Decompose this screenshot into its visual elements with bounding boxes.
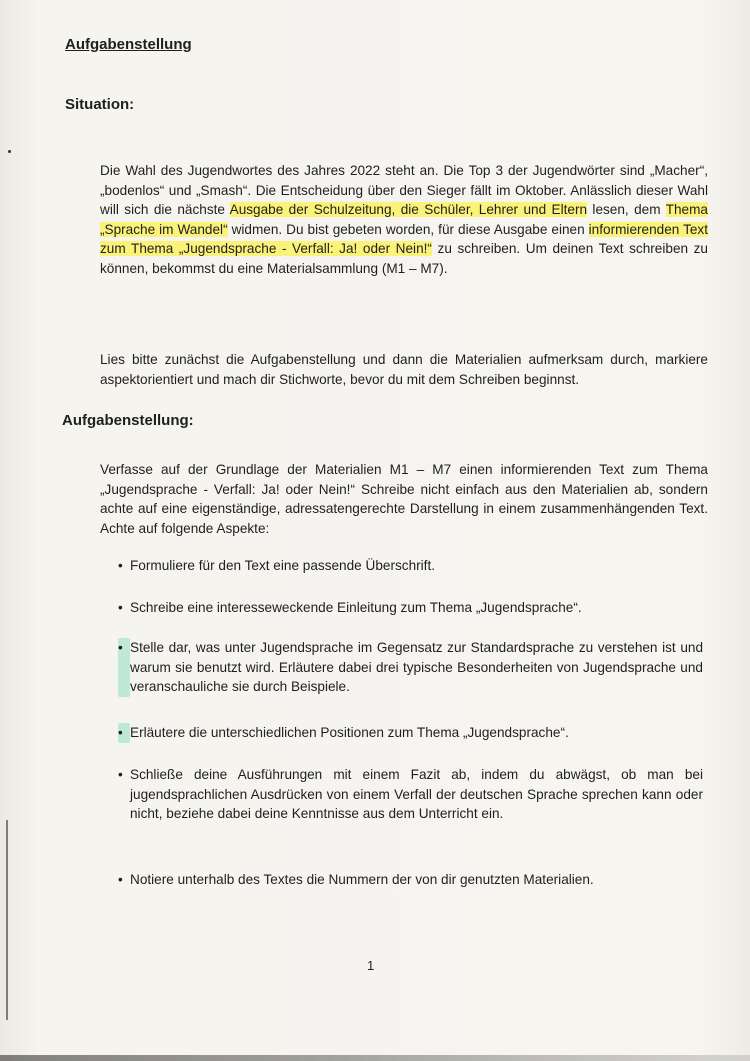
bullet-icon: •: [118, 558, 123, 573]
page-number: 1: [367, 958, 375, 973]
bullet-icon: •: [118, 872, 123, 887]
task-heading: Aufgabenstellung:: [62, 412, 194, 429]
highlight-thema: Thema „Sprache im Wandel“: [100, 202, 708, 237]
bullet-text: Formuliere für den Text eine passende Überschrift.: [130, 558, 436, 573]
list-item: [118, 638, 703, 697]
list-item: [118, 723, 703, 743]
list-item: [118, 556, 703, 576]
bullet-icon: •: [118, 638, 130, 697]
situation-text-3: widmen. Du bist gebeten worden, für diese Ausgabe einen: [227, 221, 589, 237]
situation-heading: Situation:: [65, 96, 135, 113]
highlight-schulzeitung: Ausgabe der Schulzeitung, die Schüler, Lehrer und Eltern: [229, 202, 588, 217]
bullet-text: Notiere unterhalb des Textes die Nummern der von dir genutzten Materialien.: [130, 872, 594, 887]
situation-paragraph: [100, 161, 708, 278]
bullet-icon: •: [118, 600, 123, 615]
highlight-informierender-text: informierenden Text zum Thema „Jugendsprache - Verfall: Ja! oder Nein!“: [100, 221, 709, 256]
task-intro: Verfasse auf der Grundlage der Materialien M1 – M7 einen informierenden Text zum Thema „Jugendsprache - Verfall: Ja! oder Nein!“ Schreibe nicht einfach aus den Materialien ab, sondern achte auf eine eigenständige, adressatengerechte Darstellung in einem zusammenhängenden Text. Achte auf folgende Aspekte:: [100, 462, 708, 536]
bullet-text: Schreibe eine interesseweckende Einleitung zum Thema „Jugendsprache“.: [130, 600, 582, 615]
bullet-icon: •: [118, 767, 123, 782]
bullet-icon: •: [118, 723, 130, 743]
bullet-text: Stelle dar, was unter Jugendsprache im Gegensatz zur Standardsprache zu verstehen ist und warum sie benutzt wird. Erläutere dabei drei typische Besonderheiten von Jugendsprache und veranschauliche sie durch Beispiele.: [130, 640, 703, 694]
bullet-text: Erläutere die unterschiedlichen Positionen zum Thema „Jugendsprache“.: [130, 725, 569, 740]
situation-text-4: zu schreiben. Um deinen Text schreiben zu können, bekommst du eine Materialsammlung (M1 – M7).: [100, 241, 708, 276]
situation-text-2: lesen, dem: [587, 202, 666, 217]
scan-edge-mark: [6, 820, 8, 1020]
list-item: [118, 765, 703, 824]
scan-dot: [8, 150, 11, 153]
reading-instruction: Lies bitte zunächst die Aufgabenstellung und dann die Materialien aufmerksam durch, markiere aspektorientiert und mach dir Stichworte, bevor du mit dem Schreiben beginnst.: [100, 352, 708, 387]
scan-bottom-edge: [0, 1055, 750, 1061]
situation-text-1: Die Wahl des Jugendwortes des Jahres 2022 steht an. Die Top 3 der Jugendwörter sind „Macher“, „bodenlos“ und „Smash“. Die Entscheidung über den Sieger fällt im Oktober. Anlässlich dieser Wahl will sich die nächste: [100, 163, 708, 217]
list-item: [118, 598, 703, 618]
list-item: [118, 870, 703, 890]
top-heading: Aufgabenstellung: [65, 36, 192, 53]
bullet-text: Schließe deine Ausführungen mit einem Fazit ab, indem du abwägst, ob man bei jugendsprachlichen Ausdrücken von einem Verfall der deutschen Sprache sprechen kann oder nicht, beziehe dabei deine Kenntnisse aus dem Unterricht ein.: [130, 767, 703, 821]
